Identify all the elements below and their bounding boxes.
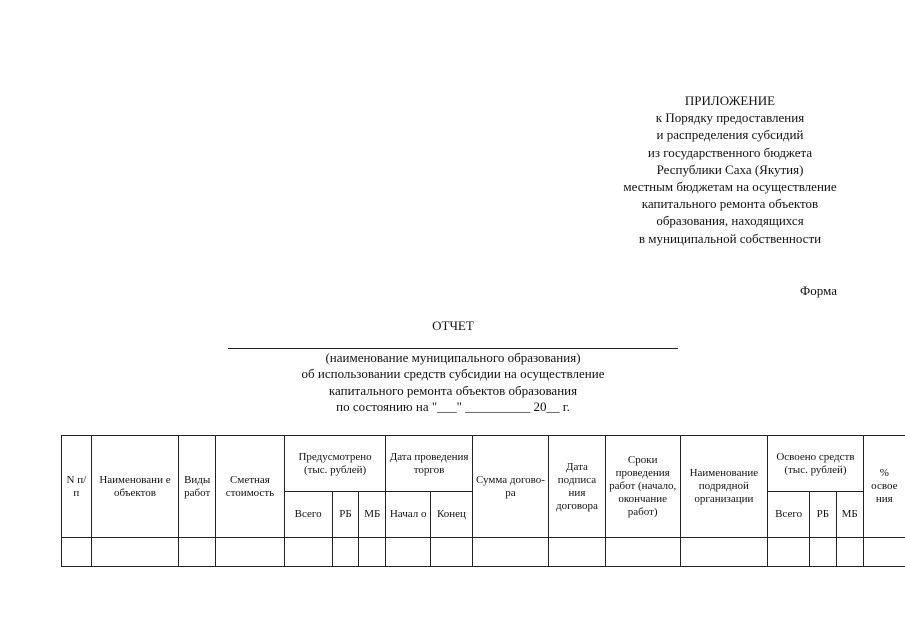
header-contractor: Наименование подрядной организации xyxy=(680,436,768,538)
appendix-line: к Порядку предоставления xyxy=(655,110,805,126)
report-subtitle xyxy=(228,350,678,416)
table-cell[interactable] xyxy=(863,538,905,567)
report-table xyxy=(61,435,905,567)
header-contract-sum: Сумма догово-ра xyxy=(472,436,548,538)
table-cell[interactable] xyxy=(332,538,359,567)
header-estimate: Сметная стоимость xyxy=(216,436,285,538)
report-date-line: по состоянию на "___" __________ 20__ г. xyxy=(336,399,570,415)
header-planned: Предусмотрено (тыс. рублей) xyxy=(284,436,385,492)
appendix-line: капитального ремонта объектов xyxy=(641,196,819,212)
appendix-block xyxy=(560,92,900,247)
table-cell[interactable] xyxy=(91,538,179,567)
subtitle-line: об использовании средств субсидии на осуществление xyxy=(301,366,605,382)
appendix-line: из государственного бюджета xyxy=(647,144,813,160)
header-work-terms: Сроки проведения работ (начало, окончание работ) xyxy=(605,436,680,538)
appendix-heading: ПРИЛОЖЕНИЕ xyxy=(684,93,776,108)
table-cell[interactable] xyxy=(216,538,285,567)
header-percent: % освое ния xyxy=(863,436,905,538)
table-cell[interactable] xyxy=(179,538,216,567)
table-cell[interactable] xyxy=(284,538,332,567)
table-cell[interactable] xyxy=(62,538,92,567)
table-cell[interactable] xyxy=(386,538,431,567)
report-title: ОТЧЕТ xyxy=(432,318,474,333)
header-spent-rb: РБ xyxy=(809,492,836,538)
table-header-row xyxy=(62,436,905,492)
header-object-name: Наименовани е объектов xyxy=(91,436,179,538)
municipality-name-line xyxy=(228,348,678,349)
appendix-line: Республики Саха (Якутия) xyxy=(656,161,804,177)
header-work-type: Виды работ xyxy=(179,436,216,538)
appendix-line: образования, находящихся xyxy=(656,213,804,229)
header-planned-total: Всего xyxy=(284,492,332,538)
table-cell[interactable] xyxy=(472,538,548,567)
table-cell[interactable] xyxy=(680,538,768,567)
table-cell[interactable] xyxy=(359,538,386,567)
form-label: Форма xyxy=(800,283,837,298)
header-spent-total: Всего xyxy=(768,492,810,538)
appendix-line: местным бюджетам на осуществление xyxy=(623,179,837,195)
table-cell[interactable] xyxy=(768,538,810,567)
header-spent-mb: МБ xyxy=(836,492,863,538)
appendix-line: и распределения субсидий xyxy=(656,127,804,143)
header-tender-end: Конец xyxy=(431,492,473,538)
table-cell[interactable] xyxy=(809,538,836,567)
table-cell[interactable] xyxy=(605,538,680,567)
header-spent: Освоено средств (тыс. рублей) xyxy=(768,436,863,492)
municipality-caption: (наименование муниципального образования) xyxy=(325,350,581,365)
header-num: N п/п xyxy=(62,436,92,538)
header-planned-mb: МБ xyxy=(359,492,386,538)
table-cell[interactable] xyxy=(836,538,863,567)
table-cell[interactable] xyxy=(549,538,606,567)
subtitle-line: капитального ремонта объектов образования xyxy=(328,382,578,398)
header-tender-start: Начал о xyxy=(386,492,431,538)
header-sign-date: Дата подписа ния договора xyxy=(549,436,606,538)
header-planned-rb: РБ xyxy=(332,492,359,538)
table-cell[interactable] xyxy=(431,538,473,567)
appendix-line: в муниципальной собственности xyxy=(638,230,822,246)
table-row xyxy=(62,538,905,567)
header-tender-date: Дата проведения торгов xyxy=(386,436,473,492)
